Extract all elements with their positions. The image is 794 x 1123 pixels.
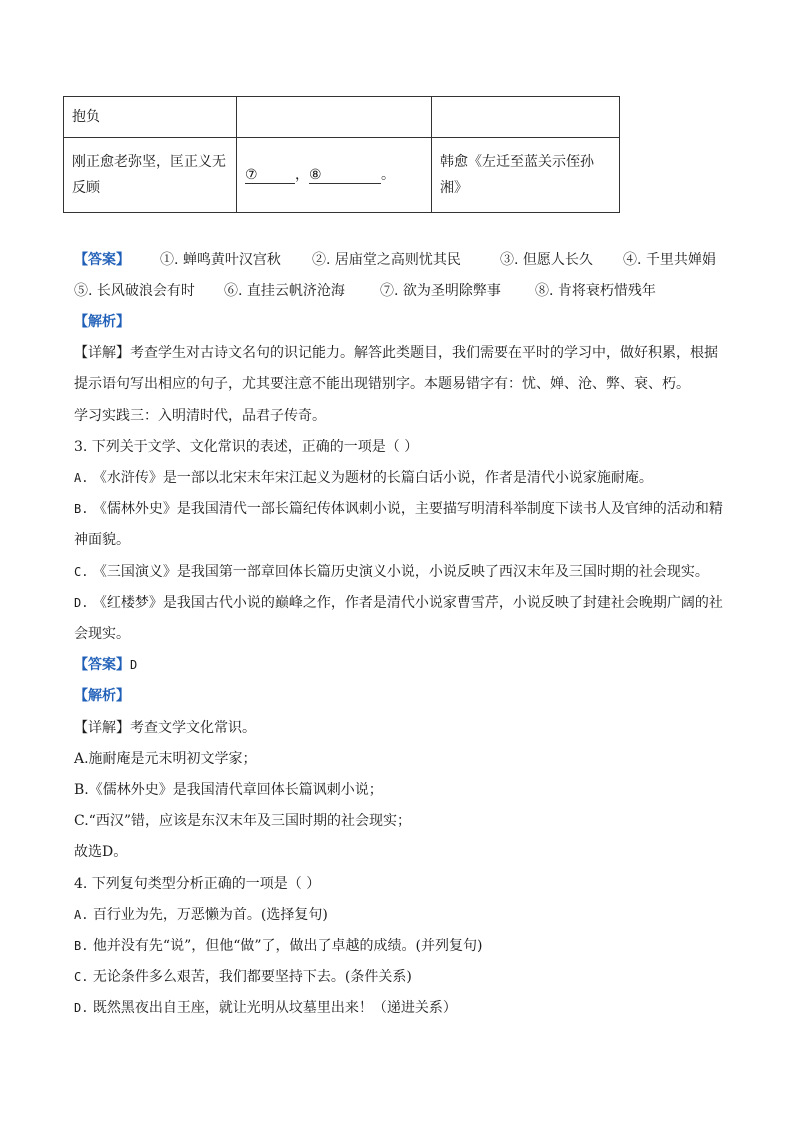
option-line — [74, 998, 457, 1018]
option-letter: C. — [74, 970, 89, 984]
option-text: 《红楼梦》是我国古代小说的巅峰之作，作者是清代小说家曹雪芹，小说反映了封建社会晚期广阔的社 — [92, 595, 723, 611]
poem-table — [63, 96, 620, 213]
analysis-line: 故选D。 — [74, 844, 128, 860]
option-line — [74, 967, 412, 987]
option-text: 百行业为先，万恶懒为首。(选择复句) — [92, 907, 328, 923]
answer-item: ⑥. 直挂云帆济沧海 — [224, 283, 345, 299]
analysis-line: B.《儒林外史》是我国清代章回体长篇讽刺小说； — [74, 782, 383, 798]
paragraph-line: 【详解】考查学生对古诗文名句的识记能力。解答此类题目，我们需要在平时的学习中，做好积累，根据 — [74, 345, 718, 361]
option-text: 无论条件多么艰苦，我们都要坚持下去。(条件关系) — [92, 969, 412, 985]
analysis-line: C.“西汉”错，应该是东汉末年及三国时期的社会现实； — [74, 813, 411, 829]
option-line-cont: 神面貌。 — [74, 532, 130, 548]
question-stem: 4. 下列复句类型分析正确的一项是（ ） — [74, 876, 321, 892]
option-line — [74, 468, 653, 488]
fill-blank-7: ⑦ — [245, 167, 295, 184]
option-letter: B. — [74, 939, 89, 953]
analysis-tag: 【解析】 — [74, 688, 130, 704]
answer-item: ⑧. 肯将衰朽惜残年 — [535, 283, 656, 299]
option-letter: D. — [74, 596, 89, 610]
table-cell: 韩愈《左迁至蓝关示侄孙湘》 — [432, 138, 620, 213]
analysis-tag: 【解析】 — [74, 314, 130, 330]
table-cell — [237, 97, 432, 138]
answer-item: ④. 千里共婵娟 — [623, 252, 716, 268]
table-cell: 抱负 — [64, 97, 237, 138]
option-text: 《儒林外史》是我国清代一部长篇纪传体讽刺小说，主要描写明清科举制度下读书人及官绅的活动和精 — [92, 501, 723, 517]
answer-item: ③. 但愿人长久 — [500, 252, 593, 268]
table-cell — [237, 138, 432, 213]
answer-item: ⑦. 欲为圣明除弊事 — [380, 283, 501, 299]
analysis-line: 【详解】考查文学文化常识。 — [74, 720, 256, 736]
option-text: 既然黑夜出自王座，就让光明从坟墓里出来！（递进关系） — [92, 1000, 457, 1016]
answer-tag: 【答案】 — [74, 252, 130, 268]
option-line — [74, 936, 482, 956]
option-text: 他并没有先“说”，但他“做”了，做出了卓越的成绩。(并列复句) — [92, 938, 483, 954]
period: 。 — [381, 167, 395, 183]
table-cell — [432, 97, 620, 138]
option-letter: B. — [74, 502, 89, 516]
cell-line: 反顾 — [72, 180, 100, 196]
question-stem: 3. 下列关于文学、文化常识的表述，正确的一项是（ ） — [74, 439, 419, 455]
fill-blank-8: ⑧ — [309, 167, 381, 184]
answer-line — [74, 655, 137, 675]
paragraph-line: 提示语句写出相应的句子，尤其要注意不能出现错别字。本题易错字有：忧、婵、沧、弊、衰、朽。 — [74, 376, 690, 392]
section-heading: 学习实践三：入明清时代，品君子传奇。 — [74, 408, 326, 424]
table-cell — [64, 138, 237, 213]
table-row — [64, 138, 620, 213]
answer-item: ①. 蝉鸣黄叶汉宫秋 — [160, 252, 281, 268]
option-line — [74, 499, 723, 519]
answer-value: D — [130, 658, 138, 672]
table-row — [64, 97, 620, 138]
option-text: 《水浒传》是一部以北宋末年宋江起义为题材的长篇白话小说，作者是清代小说家施耐庵。 — [92, 470, 653, 486]
option-line — [74, 593, 723, 613]
cell-line: 刚正愈老弥坚，匡正义无 — [72, 154, 226, 170]
separator: ， — [295, 167, 309, 183]
option-line — [74, 905, 328, 925]
option-letter: D. — [74, 1001, 89, 1015]
answer-item: ②. 居庙堂之高则忧其民 — [312, 252, 461, 268]
answer-tag: 【答案】 — [74, 657, 130, 673]
option-line — [74, 562, 709, 582]
option-letter: A. — [74, 908, 89, 922]
analysis-line: A.施耐庵是元末明初文学家； — [74, 751, 257, 767]
option-letter: C. — [74, 565, 89, 579]
answer-item: ⑤. 长风破浪会有时 — [74, 283, 195, 299]
option-line-cont: 会现实。 — [74, 626, 130, 642]
option-text: 《三国演义》是我国第一部章回体长篇历史演义小说，小说反映了西汉末年及三国时期的社会现实。 — [92, 564, 709, 580]
option-letter: A. — [74, 471, 89, 485]
